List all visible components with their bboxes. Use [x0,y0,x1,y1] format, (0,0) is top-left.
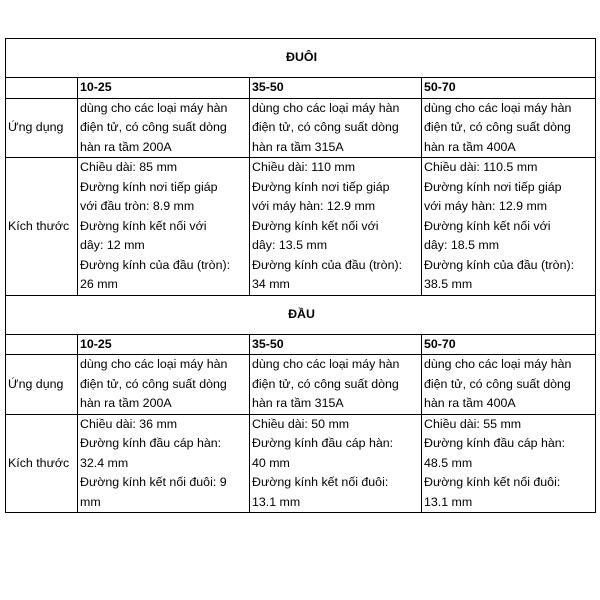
cell-line: Chiều dài: 110.5 mm [424,160,538,174]
product-spec-table [5,38,596,513]
cell-line: 13.1 mm [252,494,301,509]
empty-corner-cell [6,78,78,99]
cell-line: hàn ra tầm 315A [252,139,344,154]
cell-line: 32.4 mm [80,455,129,470]
cell-line: Đường kính kết nối đuôi: [252,475,389,489]
cell-line: hàn ra tầm 200A [80,396,172,410]
application-cell [250,98,422,158]
cell-line: dùng cho các loại máy hàn [80,100,228,115]
cell-line: 34 mm [252,277,290,291]
cell-line: Đường kính kết nối đuôi: 9 [80,475,227,489]
cell-line: 26 mm [80,277,118,291]
cell-line: dùng cho các loại máy hàn [80,357,228,371]
cell-line: điện tử, có công suất dòng [424,376,571,391]
cell-line: Chiều dài: 110 mm [252,160,356,174]
row-label-application: Ứng dụng [6,98,78,158]
cell-line: 38.5 mm [424,277,473,291]
cell-line: mm [80,494,101,509]
cell-line: Đường kính đầu cáp hàn: [424,436,566,450]
row-label-dimension: Kích thước [6,158,78,296]
cell-line: Đường kính nơi tiếp giáp [424,179,562,194]
cell-line: Đường kính kết nối với [424,218,551,233]
cell-line: Đường kính đầu cáp hàn: [252,436,394,450]
size-header-35-50: 35-50 [250,78,422,99]
application-cell [78,98,250,158]
dimension-row [6,158,596,296]
cell-line: Chiều dài: 55 mm [424,416,522,431]
cell-line: Đường kính của đầu (tròn): [424,257,575,272]
cell-line: dùng cho các loại máy hàn [424,100,572,115]
dimension-row [6,414,596,513]
size-header-50-70: 50-70 [422,334,596,355]
cell-line: điện tử, có công suất dòng [252,376,399,391]
cell-line: Chiều dài: 36 mm [80,416,178,431]
cell-line: Đường kính đầu cáp hàn: [80,436,222,450]
size-header-35-50: 35-50 [250,334,422,355]
dimension-cell [250,414,422,513]
cell-line: Đường kính của đầu (tròn): [80,257,231,272]
application-cell [78,355,250,415]
cell-line: dùng cho các loại máy hàn [424,357,572,371]
cell-line: điện tử, có công suất dòng [80,376,227,391]
cell-line: hàn ra tầm 315A [252,396,344,410]
size-header-10-25: 10-25 [78,334,250,355]
size-header-row [6,334,596,355]
cell-line: Đường kính kết nối với [252,218,379,233]
cell-line: Đường kính kết nối với [80,218,207,233]
row-label-dimension: Kích thước [6,414,78,513]
cell-line: 13.1 mm [424,494,473,509]
cell-line: điện tử, có công suất dòng [252,120,399,134]
cell-line: với đầu tròn: 8.9 mm [80,199,195,213]
section-title-tail: ĐUÔI [6,39,596,78]
cell-line: điện tử, có công suất dòng [424,120,571,134]
cell-line: dùng cho các loại máy hàn [252,357,400,371]
dimension-cell [422,414,596,513]
application-row [6,355,596,415]
row-label-application: Ứng dụng [6,355,78,415]
cell-line: Đường kính nơi tiếp giáp [252,179,390,194]
application-cell [250,355,422,415]
cell-line: dùng cho các loại máy hàn [252,100,400,115]
application-cell [422,98,596,158]
application-row [6,98,596,158]
cell-line: Đường kính của đầu (tròn): [252,257,403,272]
section-title-head: ĐẦU [6,295,596,334]
cell-line: Chiều dài: 85 mm [80,160,178,174]
cell-line: dây: 18.5 mm [424,238,500,252]
cell-line: Đường kính kết nối đuôi: [424,475,561,489]
empty-corner-cell [6,334,78,355]
dimension-cell [250,158,422,296]
dimension-cell [78,414,250,513]
application-cell [422,355,596,415]
cell-line: Đường kính nơi tiếp giáp [80,179,218,194]
size-header-50-70: 50-70 [422,78,596,99]
cell-line: hàn ra tầm 400A [424,396,516,410]
section-header-row [6,39,596,78]
section-header-row [6,295,596,334]
size-header-10-25: 10-25 [78,78,250,99]
dimension-cell [78,158,250,296]
cell-line: 40 mm [252,455,290,470]
cell-line: điện tử, có công suất dòng [80,120,227,134]
dimension-cell [422,158,596,296]
cell-line: dây: 12 mm [80,238,145,252]
cell-line: với máy hàn: 12.9 mm [252,199,376,213]
cell-line: Chiều dài: 50 mm [252,416,350,431]
cell-line: dây: 13.5 mm [252,238,328,252]
cell-line: với máy hàn: 12.9 mm [424,199,548,213]
cell-line: hàn ra tầm 200A [80,139,172,154]
cell-line: 48.5 mm [424,455,473,470]
cell-line: hàn ra tầm 400A [424,139,516,154]
size-header-row [6,78,596,99]
